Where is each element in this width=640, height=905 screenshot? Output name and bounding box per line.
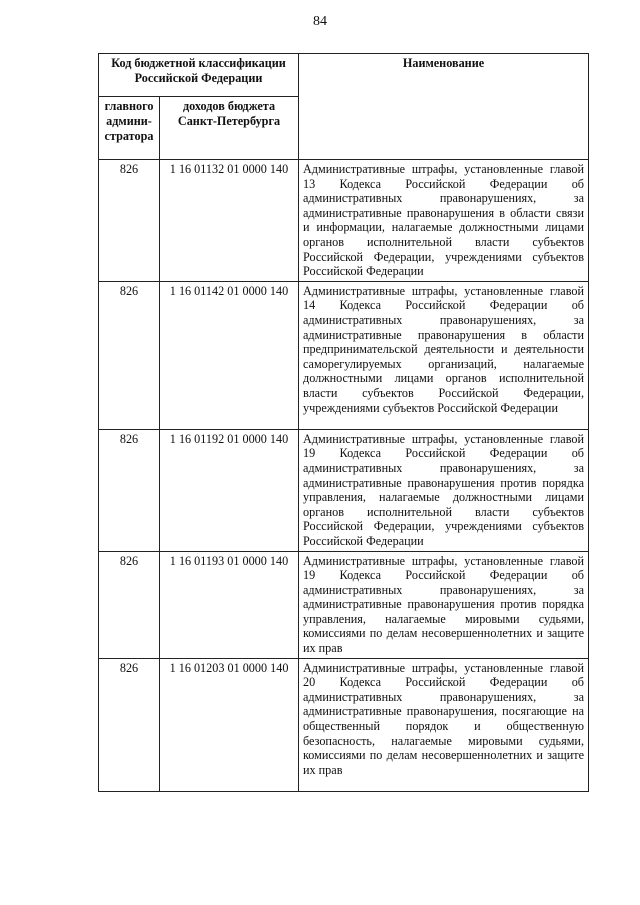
header-spb-budget-income: доходов бюджета Санкт-Петербурга bbox=[160, 97, 299, 160]
name-cell: Административные штрафы, установленные главой 19 Кодекса Российской Федерации об административных правонарушениях, за административные правонарушения против порядка управления, налагаемые мировыми судьями, комиссиями по делам несовершеннолетних и защите их прав bbox=[299, 551, 589, 658]
budget-classification-table bbox=[98, 53, 589, 792]
header-main-administrator: главного админи-стратора bbox=[99, 97, 160, 160]
name-cell: Административные штрафы, установленные главой 14 Кодекса Российской Федерации об административных правонарушениях, за административные правонарушения в области предпринимательской деятельности и деятельности саморегулируемых организаций, налагаемые должностными лицами органов исполнительной власти субъектов Российской Федерации, учреждениями субъектов Российской Федерации bbox=[299, 281, 589, 429]
admin-code-cell: 826 bbox=[99, 160, 160, 282]
income-code-cell: 1 16 01203 01 0000 140 bbox=[160, 658, 299, 791]
page-number: 84 bbox=[313, 14, 327, 29]
table-row bbox=[99, 160, 589, 282]
table-row bbox=[99, 551, 589, 658]
name-cell: Административные штрафы, установленные главой 20 Кодекса Российской Федерации об административных правонарушениях, за административные правонарушения, посягающие на общественный порядок и общественную безопасность, налагаемые мировыми судьями, комиссиями по делам несовершеннолетних и защите их прав bbox=[299, 658, 589, 791]
name-cell: Административные штрафы, установленные главой 19 Кодекса Российской Федерации об административных правонарушениях, за административные правонарушения против порядка управления, налагаемые должностными лицами органов исполнительной власти субъектов Российской Федерации, учреждениями субъектов Российской Федерации bbox=[299, 429, 589, 551]
table-row bbox=[99, 281, 589, 429]
income-code-cell: 1 16 01192 01 0000 140 bbox=[160, 429, 299, 551]
name-cell: Административные штрафы, установленные главой 13 Кодекса Российской Федерации об административных правонарушениях, за административные правонарушения в области связи и информации, налагаемые должностными лицами органов исполнительной власти субъектов Российской Федерации, учреждениями субъектов Российской Федерации bbox=[299, 160, 589, 282]
income-code-cell: 1 16 01193 01 0000 140 bbox=[160, 551, 299, 658]
admin-code-cell: 826 bbox=[99, 429, 160, 551]
table-row bbox=[99, 429, 589, 551]
table-header-row bbox=[99, 54, 589, 97]
header-budget-code-group: Код бюджетной классификации Российской Федерации bbox=[99, 54, 299, 97]
admin-code-cell: 826 bbox=[99, 551, 160, 658]
header-name: Наименование bbox=[299, 54, 589, 160]
table-row bbox=[99, 658, 589, 791]
income-code-cell: 1 16 01132 01 0000 140 bbox=[160, 160, 299, 282]
income-code-cell: 1 16 01142 01 0000 140 bbox=[160, 281, 299, 429]
admin-code-cell: 826 bbox=[99, 658, 160, 791]
admin-code-cell: 826 bbox=[99, 281, 160, 429]
